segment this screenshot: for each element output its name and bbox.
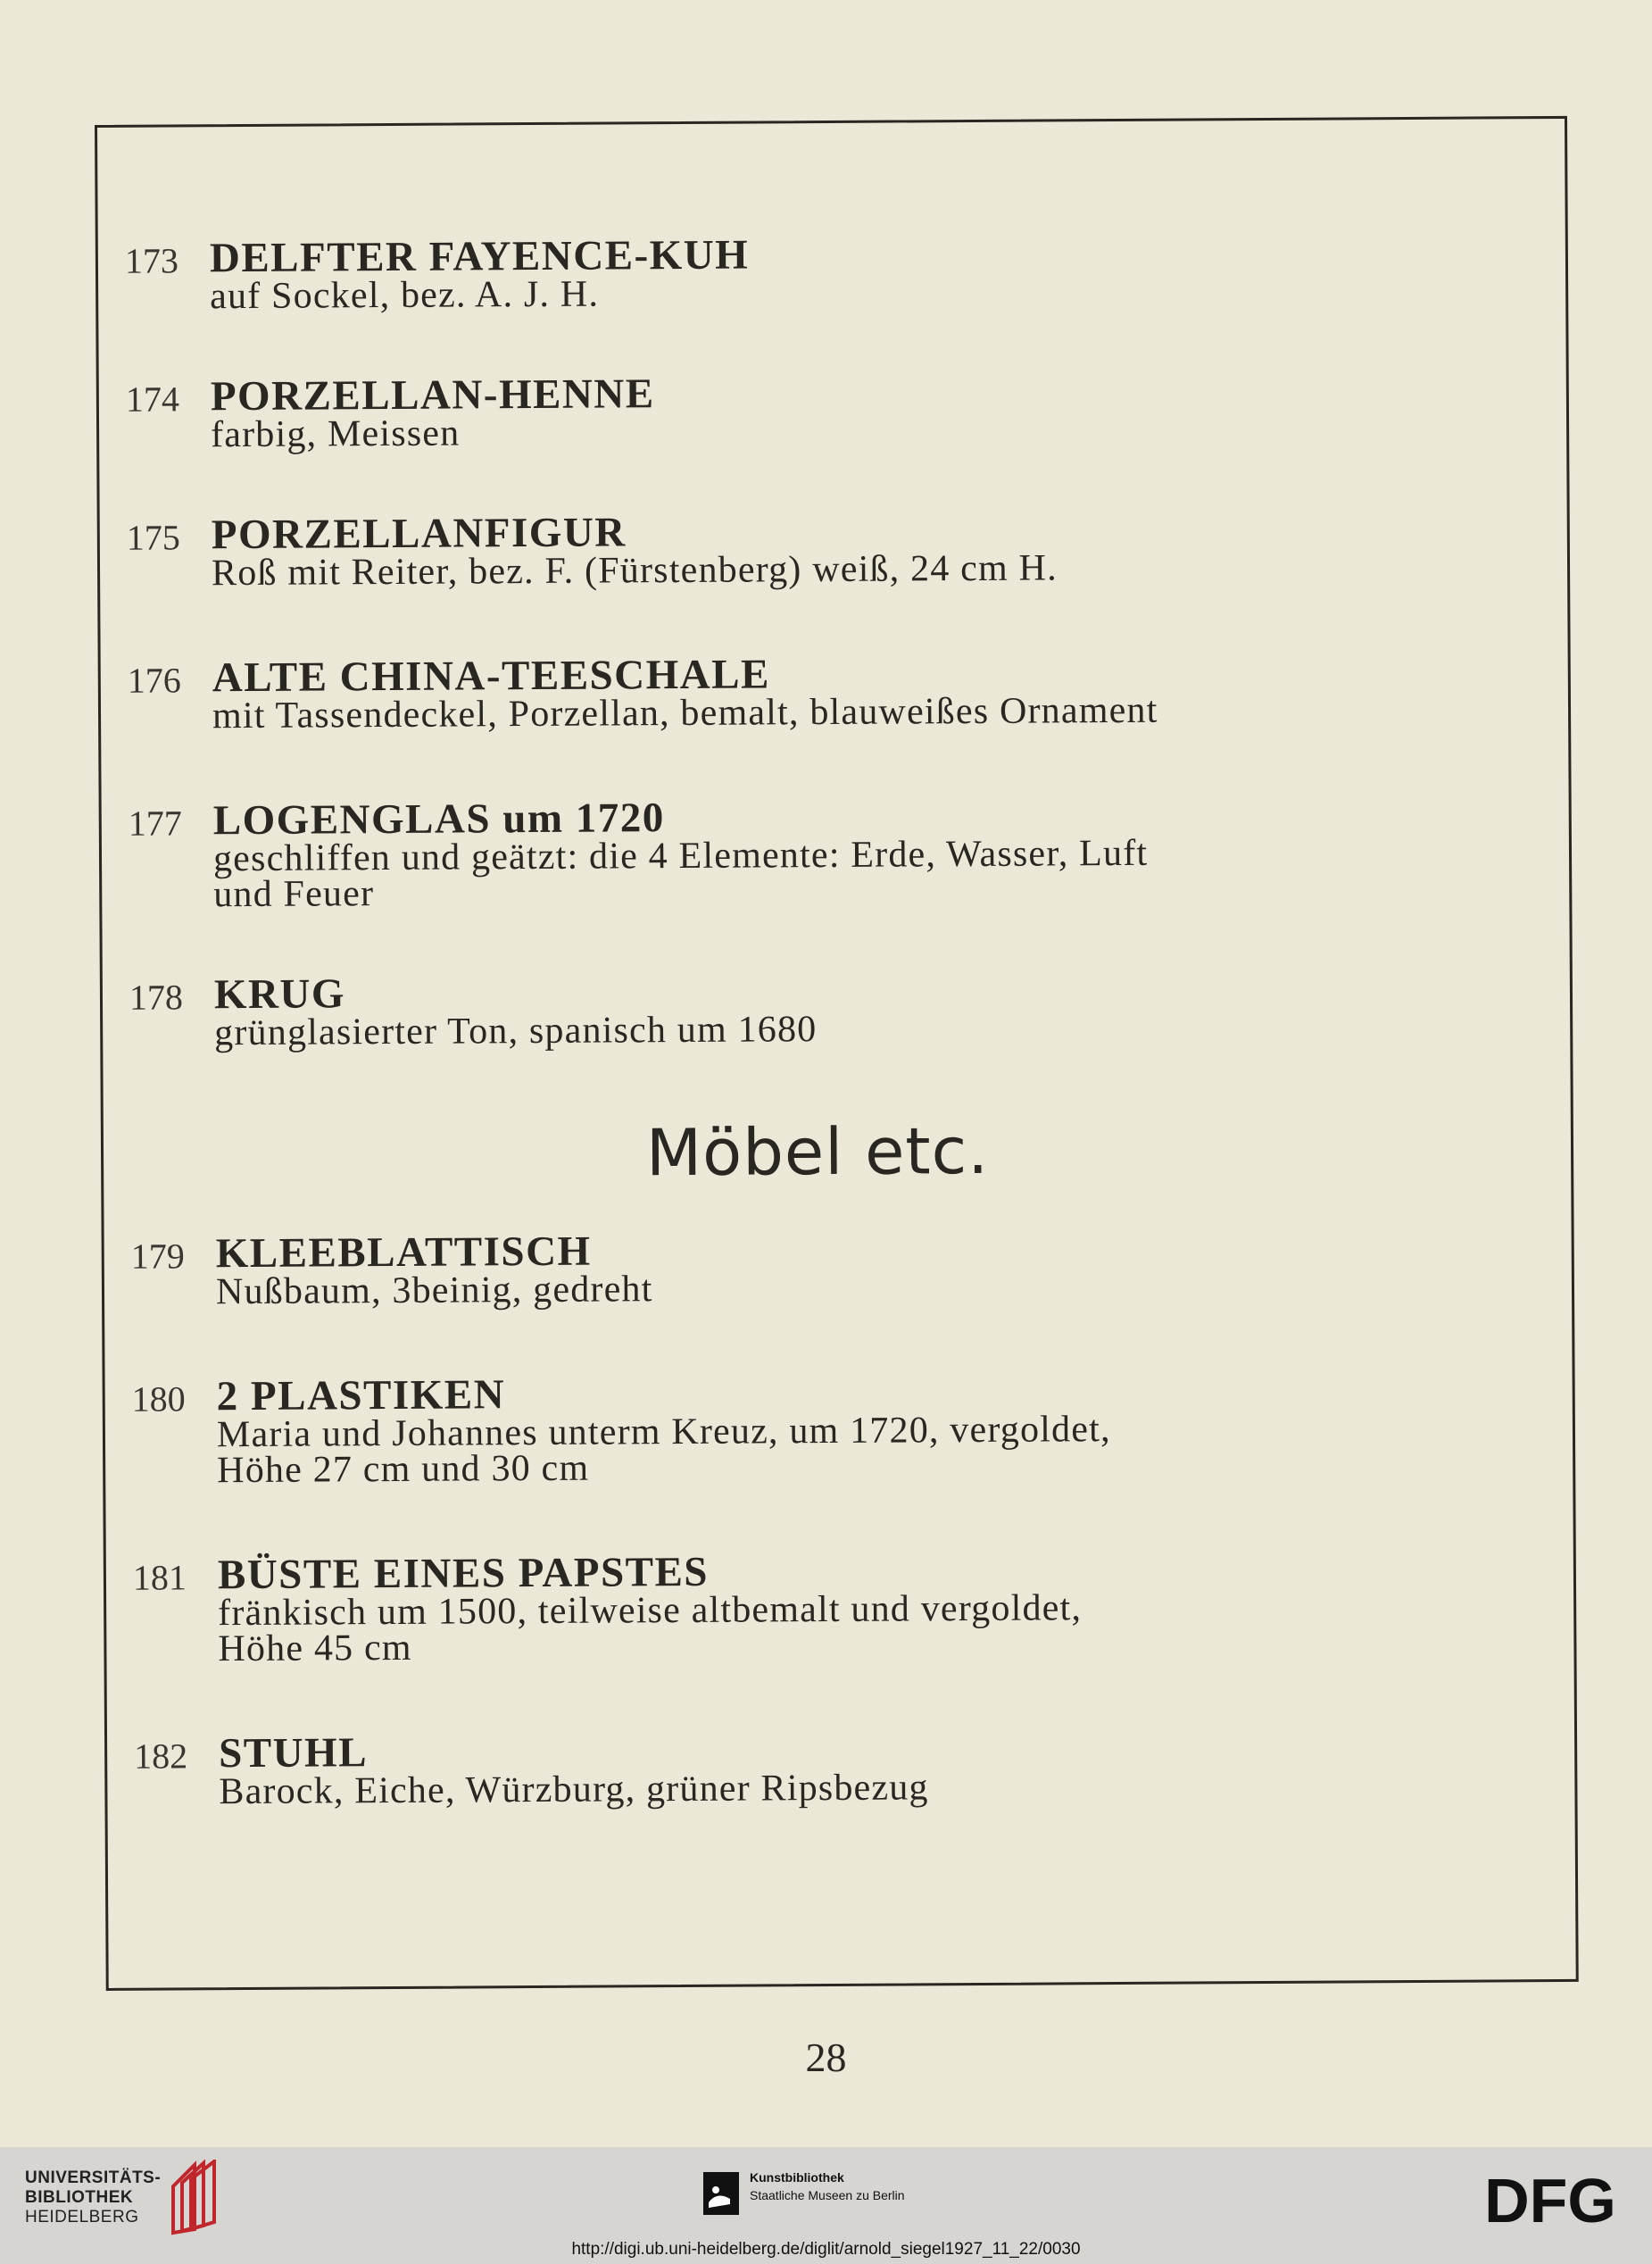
entry-description: geschliffen und geätzt: die 4 Elemente: Erde, Wasser, Luft und Feuer bbox=[212, 832, 1149, 916]
entry-number: 173 bbox=[124, 240, 179, 281]
page-number: 28 bbox=[805, 2035, 847, 2080]
entry-title: DELFTER FAYENCE-KUH bbox=[209, 231, 750, 282]
entry-number: 175 bbox=[126, 517, 180, 558]
entry-description: grünglasierter Ton, spanisch um 1680 bbox=[214, 1009, 818, 1054]
catalog-entry bbox=[103, 962, 1531, 1054]
catalog-entry bbox=[100, 503, 1528, 595]
catalog-entry bbox=[102, 788, 1530, 916]
section-heading: Möbel etc. bbox=[645, 1112, 990, 1191]
kunstbibliothek-icon bbox=[703, 2172, 739, 2215]
entry-number: 177 bbox=[128, 803, 182, 844]
entry-description: Roß mit Reiter, bez. F. (Fürstenberg) weiß, 24 cm H. bbox=[211, 547, 1058, 595]
entry-description: mit Tassendeckel, Porzellan, bemalt, blauweißes Ornament bbox=[212, 689, 1158, 737]
entry-number: 178 bbox=[129, 977, 184, 1018]
entry-title: STUHL bbox=[218, 1729, 369, 1777]
catalog-entry bbox=[106, 1543, 1534, 1670]
permalink-url[interactable]: http://digi.ub.uni-heidelberg.de/diglit/arnold_siegel1927_11_22/0030 bbox=[571, 2240, 1081, 2259]
ub-logo-icon bbox=[168, 2160, 225, 2236]
entry-title: BÜSTE EINES PAPSTES bbox=[217, 1548, 710, 1599]
dfg-logo-icon[interactable] bbox=[1471, 2170, 1630, 2229]
content-frame bbox=[95, 116, 1579, 1991]
entry-description: Barock, Eiche, Würzburg, grüner Ripsbezug bbox=[219, 1767, 929, 1813]
entry-number: 182 bbox=[134, 1735, 188, 1777]
entry-description: farbig, Meissen bbox=[210, 412, 461, 456]
entry-description: Nußbaum, 3beinig, gedreht bbox=[215, 1269, 653, 1313]
entry-number: 181 bbox=[132, 1557, 187, 1598]
entry-title: ALTE CHINA-TEESCHALE bbox=[212, 651, 771, 702]
entry-number: 174 bbox=[125, 379, 180, 420]
catalog-entry bbox=[107, 1721, 1535, 1813]
entry-description: auf Sockel, bez. A. J. H. bbox=[210, 273, 600, 318]
catalog-entry bbox=[104, 1221, 1532, 1313]
entry-title: PORZELLAN-HENNE bbox=[210, 370, 655, 420]
entry-description: Maria und Johannes unterm Kreuz, um 1720, vergoldet, Höhe 27 cm und 30 cm bbox=[216, 1409, 1111, 1492]
catalog-entry bbox=[99, 364, 1527, 456]
entry-number: 179 bbox=[130, 1236, 185, 1277]
catalog-entry bbox=[105, 1364, 1533, 1492]
entry-number: 176 bbox=[127, 660, 181, 701]
entry-number: 180 bbox=[131, 1378, 186, 1419]
footer-bar: UNIVERSITÄTS- BIBLIOTHEK HEIDELBERG Kunstbibliothek Staatliche Museen zu Berlin DFG http://digi.ub.uni-heidelberg.de/diglit/arnold_siegel1927_11_22/0030 bbox=[0, 2147, 1652, 2264]
catalog-entry bbox=[98, 226, 1526, 318]
entry-description: fränkisch um 1500, teilweise altbemalt und vergoldet, Höhe 45 cm bbox=[218, 1587, 1083, 1670]
entry-title: PORZELLANFIGUR bbox=[211, 509, 627, 559]
entry-title: KRUG bbox=[213, 970, 346, 1019]
entry-title: LOGENGLAS um 1720 bbox=[212, 795, 665, 845]
ub-heidelberg-logo[interactable]: UNIVERSITÄTS- BIBLIOTHEK HEIDELBERG bbox=[25, 2168, 162, 2227]
svg-text:DFG: DFG bbox=[1484, 2170, 1616, 2229]
entry-title: 2 PLASTIKEN bbox=[216, 1371, 506, 1420]
entry-title: KLEEBLATTISCH bbox=[215, 1228, 592, 1278]
catalog-entry bbox=[101, 645, 1529, 737]
